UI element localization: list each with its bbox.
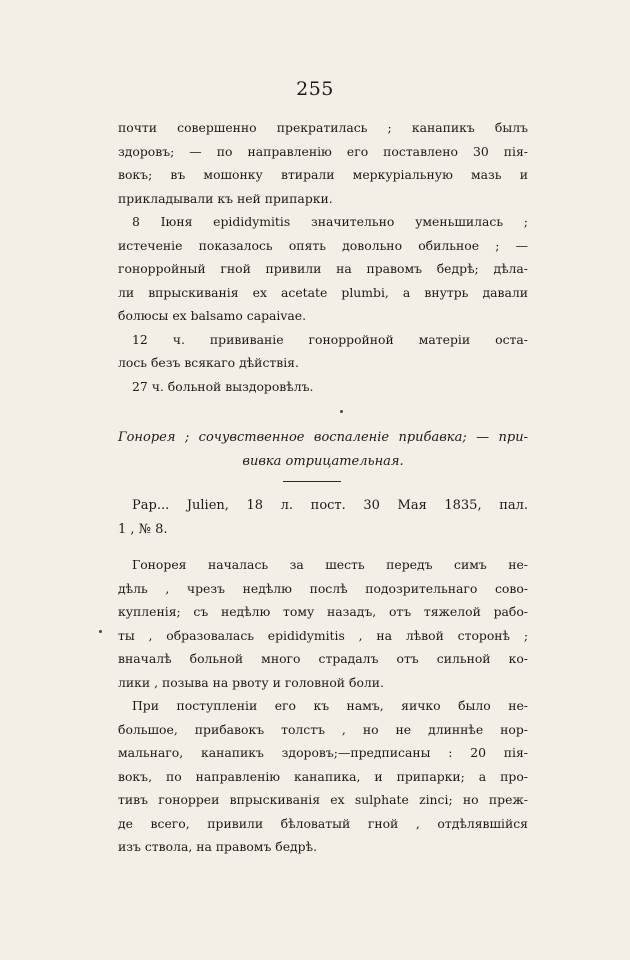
text-line: дѣль , чрезъ недѣлю послѣ подозрительнаго сово- [118,580,528,596]
print-speck [340,410,343,413]
paragraph-block-1 [118,116,528,398]
text-line: тивъ гонорреи впрыскиванія ex sulphate zinci; но преж- [118,792,528,807]
text-line: изъ ствола, на правомъ бедрѣ. [118,839,318,854]
text-line: ты , образовалась epididymitis , на лѣвой сторонѣ ; [118,627,528,643]
text-line: вокъ; въ мошонку втирали меркуріальную мазь и [118,167,528,182]
text-line: лось безъ всякаго дѣйствія. [118,355,299,370]
text-line: почти совершенно прекратилась ; канапикъ былъ [118,120,528,135]
text-line: гонорройный гной привили на правомъ бедрѣ; дѣла- [118,261,528,276]
text-line: вначалѣ больной много страдалъ отъ сильной ко- [118,651,528,666]
paragraph-block-2 [118,494,528,859]
text-line: 27 ч. больной выздоровѣлъ. [132,378,314,394]
text-line: 8 Іюня epididymitis значительно уменьшилась ; [132,214,528,229]
text-line: 12 ч. прививаніе гонорройной матеріи оста- [132,331,528,347]
heading-line: вивка отрицательная. [242,453,404,469]
page-number: 255 [296,78,334,100]
separator-rule [283,481,341,482]
text-line: вокъ, по направленію канапика, и припарки; а про- [118,768,528,784]
case-header-line: 1 , № 8. [118,521,168,537]
text-line: купленія; съ недѣлю тому назадъ, отъ тяжелой рабо- [118,604,528,619]
text-line: де всего, привили бѣловатый гной , отдѣлявшійся [118,815,528,831]
text-line: болюсы ex balsamo capaivae. [118,308,307,323]
text-line: Гонорея началась за шесть передъ симъ не- [132,557,528,572]
text-line: ли впрыскиванія ex acetate plumbi, а внутрь давали [118,284,528,300]
print-speck [99,630,102,633]
case-header-line: Рар... Julien, 18 л. пост. 30 Мая 1835, пал. [132,498,528,513]
text-line: истеченіе показалось опять довольно обильное ; — [118,237,528,253]
text-line: При поступленіи его къ намъ, яичко было не- [132,698,528,713]
text-line: здоровъ; — по направленію его поставлено 30 пія- [118,143,528,159]
text-line: прикладывали къ ней припарки. [118,190,333,206]
section-heading [118,426,528,473]
text-line: большое, прибавокъ толстъ , но не длиннѣе нор- [118,721,528,737]
heading-line: Гонорея ; сочувственное воспаленіе прибавка; — при- [118,430,528,445]
text-line: лики , позыва на рвоту и головной боли. [118,674,384,690]
text-line: мальнаго, канапикъ здоровъ;—предписаны : 20 пія- [118,745,528,760]
